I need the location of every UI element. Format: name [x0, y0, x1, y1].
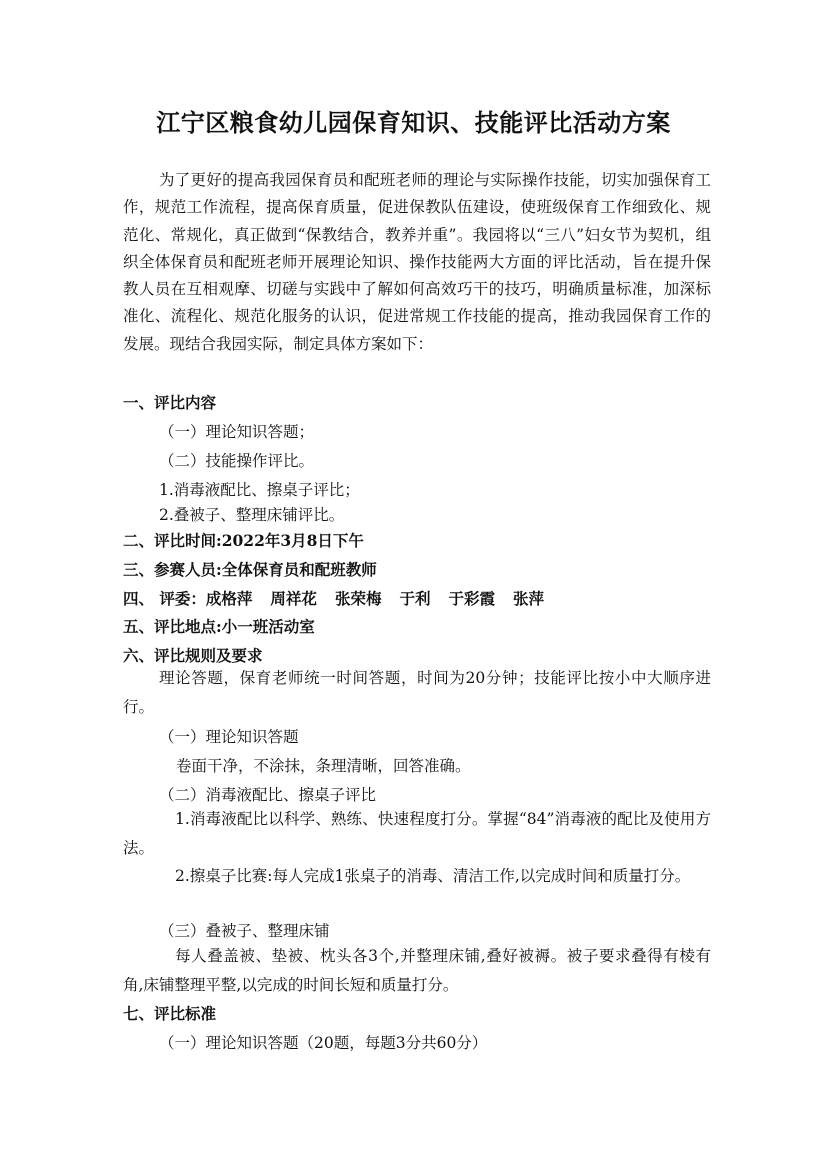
section-1-item-1: （一）理论知识答题； — [159, 423, 315, 441]
section-1-item-2-2: 2.叠被子、整理床铺评比。 — [159, 506, 345, 524]
section-6-sub-1-text: 卷面干净，不涂抹，条理清晰，回答准确。 — [176, 757, 471, 775]
section-6-sub-2-paragraph-2: 2.擦桌子比赛:每人完成1张桌子的消毒、清洁工作,以完成时间和质量打分。 — [175, 867, 691, 885]
section-6-sub-1: （一）理论知识答题 — [159, 728, 299, 746]
section-6-sub-3: （三）叠被子、整理床铺 — [159, 922, 330, 940]
judge-name: 张荣梅 — [334, 589, 382, 608]
section-4-label: 四、 评委： — [123, 589, 206, 608]
section-6-intro: 理论答题，保育老师统一时间答题，时间为20分钟；技能评比按小中大顺序进行。 — [123, 669, 711, 716]
section-5-heading: 五、评比地点:小一班活动室 — [123, 617, 315, 636]
section-4-judges — [123, 589, 544, 609]
judge-name: 张萍 — [512, 589, 544, 608]
section-6-sub-2-paragraph-1: 1.消毒液配比以科学、熟练、快速程度打分。掌握“84”消毒液的配比及使用方法。 — [123, 810, 711, 857]
judge-name: 周祥花 — [270, 589, 317, 608]
section-6-heading: 六、评比规则及要求 — [123, 646, 263, 665]
section-3-heading: 三、参赛人员:全体保育员和配班教师 — [123, 560, 377, 579]
judge-name: 成格萍 — [205, 589, 253, 608]
section-6-sub-3-text: 每人叠盖被、垫被、枕头各3个,并整理床铺,叠好被褥。被子要求叠得有棱有角,床铺整理平整,以完成的时间长短和质量打分。 — [123, 947, 711, 994]
section-7-sub-1: （一）理论知识答题（20题，每题3分共60分） — [159, 1034, 488, 1052]
section-1-heading: 一、评比内容 — [123, 393, 217, 412]
section-7-heading: 七、评比标准 — [123, 1004, 217, 1023]
section-2-heading: 二、评比时间:2022年3月8日下午 — [123, 531, 364, 550]
document-title: 江宁区粮食幼儿园保育知识、技能评比活动方案 — [156, 108, 671, 137]
section-6-sub-2: （二）消毒液配比、擦桌子评比 — [159, 786, 377, 804]
judge-name: 于彩霞 — [448, 589, 495, 608]
section-1-item-2-1: 1.消毒液配比、擦桌子评比； — [159, 481, 360, 499]
section-1-item-2: （二）技能操作评比。 — [159, 452, 315, 470]
intro-paragraph: 为了更好的提高我园保育员和配班老师的理论与实际操作技能，切实加强保育工作，规范工作流程，提高保育质量，促进保教队伍建设，使班级保育工作细致化、规范化、常规化，真正做到“保教结合，教养并重”。我园将以“三八”妇女节为契机，组织全体保育员和配班老师开展理论知识、操作技能两大方面的评比活动，旨在提升保教人员在互相观摩、切磋与实践中了解如何高效巧干的技巧，明确质量标准，加深标准化、流程化、规范化服务的认识，促进常规工作技能的提高，推动我园保育工作的发展。现结合我园实际，制定具体方案如下： — [123, 171, 711, 353]
judge-name: 于利 — [399, 589, 431, 608]
